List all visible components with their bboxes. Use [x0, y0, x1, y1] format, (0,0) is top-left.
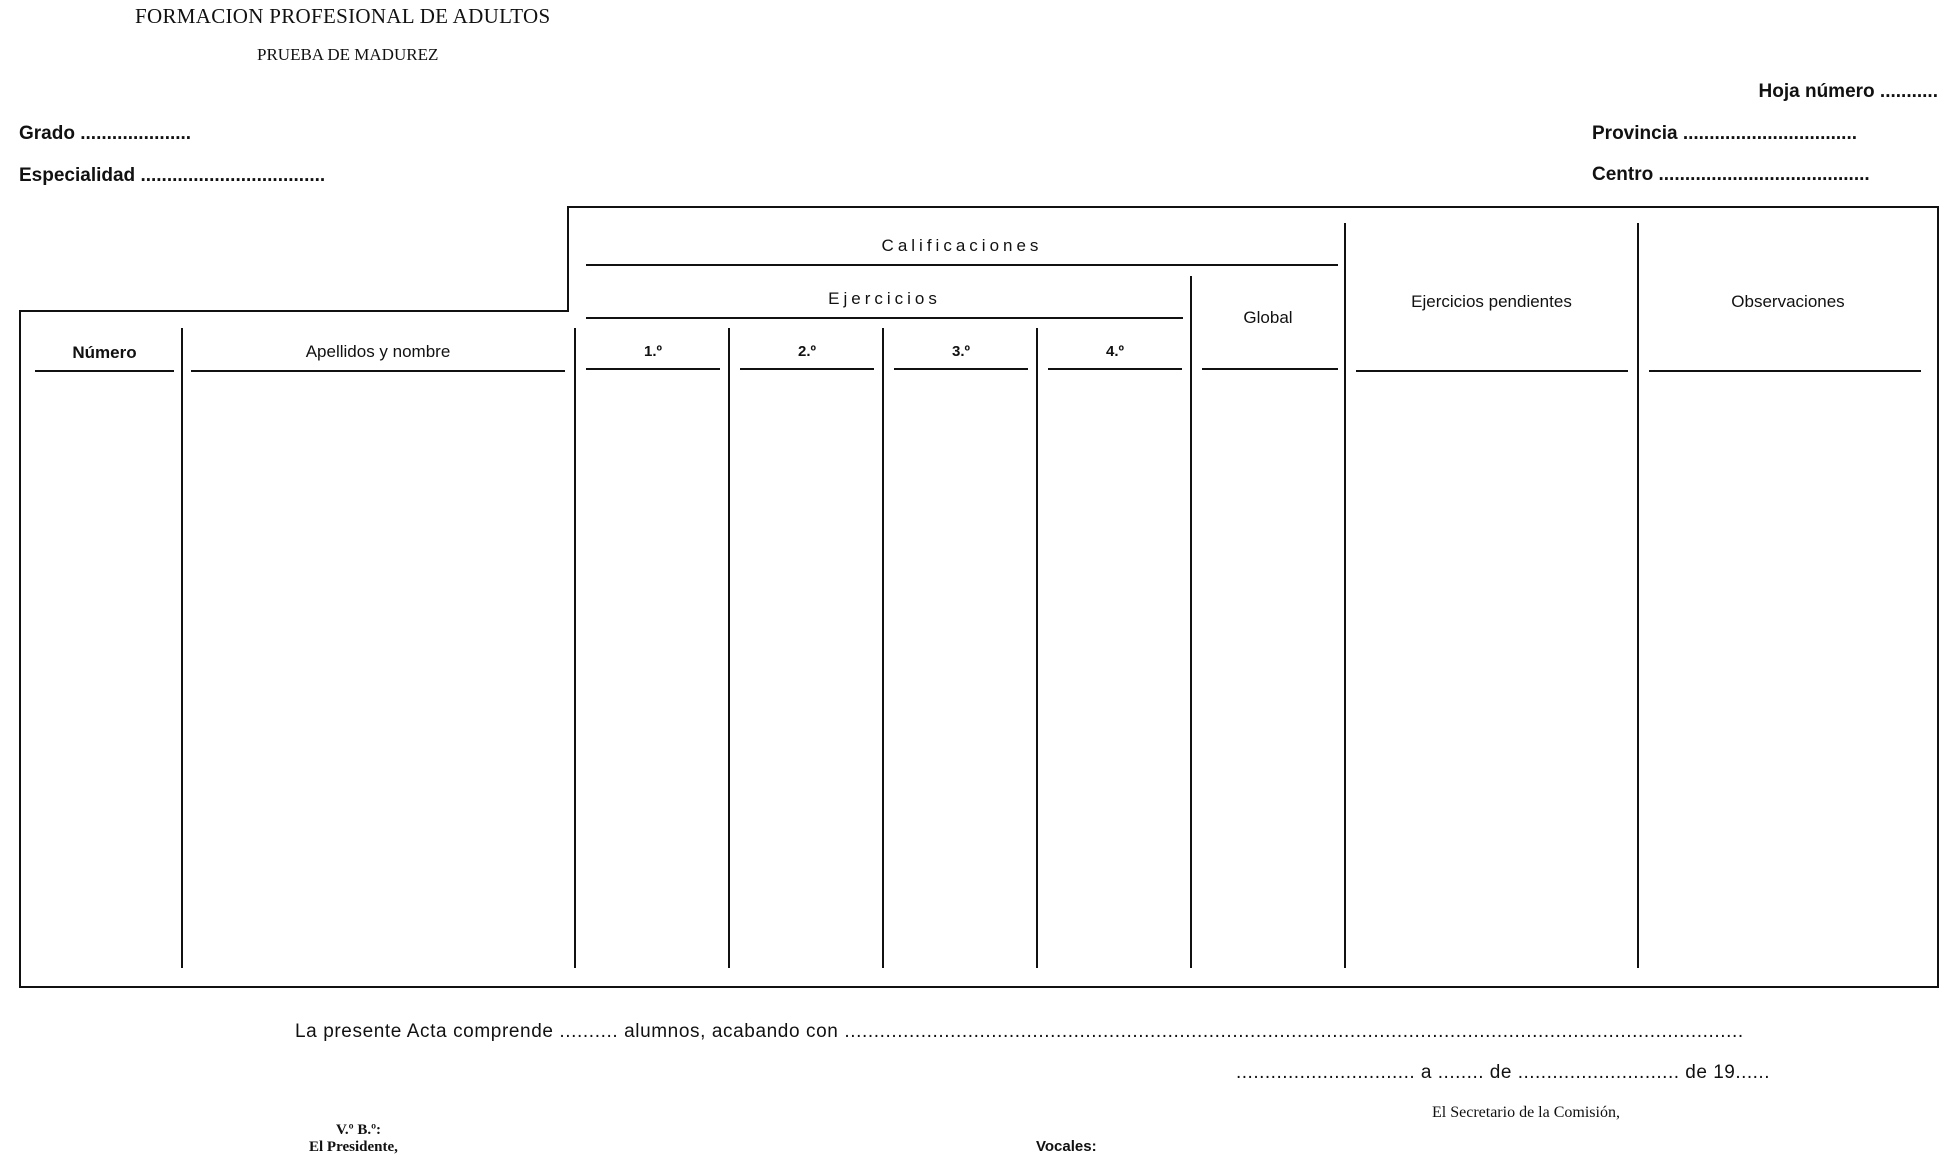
- ejercicio-1-column-header: 1.º: [644, 343, 662, 360]
- numero-column-header: Número: [72, 343, 137, 362]
- ejercicios-header: Ejercicios: [828, 289, 941, 308]
- vocales-signature: Vocales:: [1036, 1138, 1097, 1155]
- ejercicio-4-column-header: 4.º: [1106, 343, 1124, 360]
- ejercicio-3-column-header: 3.º: [952, 343, 970, 360]
- centro-field[interactable]: Centro ........................................: [1592, 164, 1870, 185]
- global-column-header: Global: [1243, 308, 1293, 327]
- ejercicio-2-column-header: 2.º: [798, 343, 816, 360]
- apellidos-column-header: Apellidos y nombre: [305, 342, 451, 361]
- vb-label: V.º B.º:: [336, 1122, 382, 1138]
- hoja-numero-field[interactable]: Hoja número ...........: [1758, 81, 1938, 102]
- calificaciones-header: Calificaciones: [881, 236, 1043, 255]
- presidente-signature: El Presidente,: [309, 1139, 398, 1155]
- observaciones-column-header: Observaciones: [1731, 292, 1845, 311]
- form-subtitle: PRUEBA DE MADUREZ: [257, 45, 439, 64]
- pendientes-column-header: Ejercicios pendientes: [1411, 292, 1572, 311]
- especialidad-field[interactable]: Especialidad ...................................: [19, 165, 326, 186]
- form-title: FORMACION PROFESIONAL DE ADULTOS: [135, 4, 551, 28]
- secretario-signature: El Secretario de la Comisión,: [1432, 1104, 1620, 1121]
- grado-field[interactable]: Grado .....................: [19, 123, 192, 144]
- acta-summary-line[interactable]: La presente Acta comprende .......... alumnos, acabando con .........................................................................................................................................................: [295, 1021, 1744, 1042]
- provincia-field[interactable]: Provincia .................................: [1592, 123, 1858, 144]
- date-line[interactable]: ............................... a ........ de ............................ de 19......: [1236, 1062, 1770, 1083]
